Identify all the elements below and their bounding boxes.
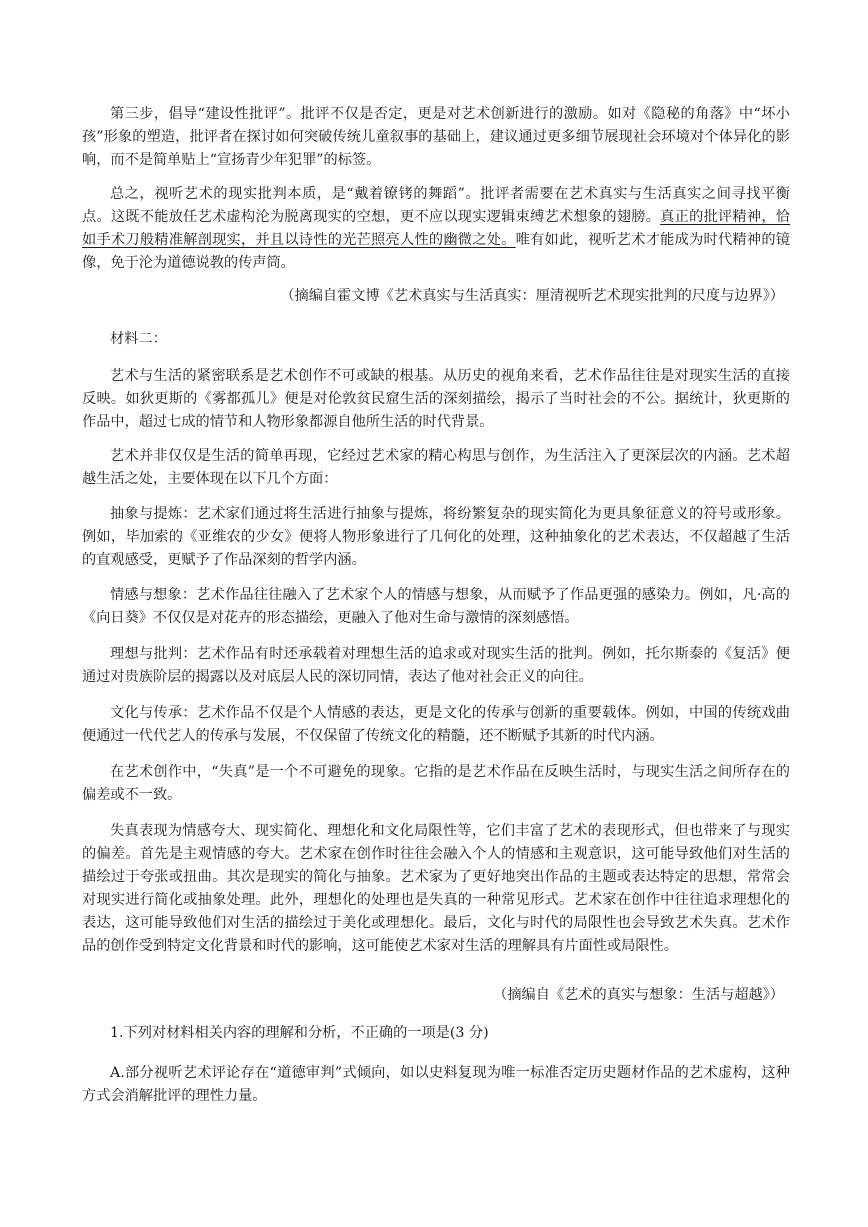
paragraph-m2-1: 艺术与生活的紧密联系是艺术创作不可或缺的根基。从历史的视角来看，艺术作品往往是对现实生活的直接反映。如狄更斯的《雾都孤儿》便是对伦敦贫民窟生活的深刻描绘，揭示了当时社会的不公。据统计，狄更斯的作品中，超过七成的情节和人物形象都源自他所生活的时代背景。: [82, 368, 790, 430]
underlined-sentence: 真正的批评精神，恰如手术刀般精准解剖现实，并且以诗性的光芒照亮人性的幽微之处。: [82, 209, 790, 248]
source-citation-2: （摘编自《艺术的真实与想象：生活与超越》）: [493, 987, 784, 1003]
summary-text-after: 唯有如此，视听艺术才能成为时代精神的镜像，免于沦为道德说教的传声筒。: [82, 232, 790, 271]
paragraph-m2-5: 理想与批判：艺术作品有时还承载着对理想生活的追求或对现实生活的批判。例如，托尔斯泰的《复活》便通过对贵族阶层的揭露以及对底层人民的深切同情，表达了他对社会正义的向往。: [82, 646, 790, 685]
source-citation-1: （摘编自霍文博《艺术真实与生活真实：厘清视听艺术现实批判的尺度与边界》）: [280, 288, 784, 304]
paragraph-summary: [82, 183, 790, 275]
material-two-heading: 材料二：: [110, 331, 167, 347]
paragraph-m2-7: 在艺术创作中，“失真”是一个不可避免的现象。它指的是艺术作品在反映生活时，与现实生活之间所存在的偏差或不一致。: [82, 764, 790, 803]
question-1: 1.下列对材料相关内容的理解和分析，不正确的一项是(3 分): [110, 1025, 489, 1041]
paragraph-m2-6: 文化与传承：艺术作品不仅是个人情感的表达，更是文化的传承与创新的重要载体。例如，中国的传统戏曲便通过一代代艺人的传承与发展，不仅保留了传统文化的精髓，还不断赋予其新的时代内涵。: [82, 705, 790, 744]
paragraph-m2-4: 情感与想象：艺术作品往往融入了艺术家个人的情感与想象，从而赋予了作品更强的感染力。例如，凡·高的《向日葵》不仅仅是对花卉的形态描绘，更融入了他对生命与激情的深刻感悟。: [82, 587, 790, 626]
summary-text-before: 总之，视听艺术的现实批判本质，是“戴着镣铐的舞蹈”。批评者需要在艺术真实与生活真实之间寻找平衡点。这既不能放任艺术虚构沦为脱离现实的空想，更不应以现实逻辑束缚艺术想象的翅膀。: [82, 186, 790, 225]
paragraph-step-three: 第三步，倡导“建设性批评”。批评不仅是否定，更是对艺术创新进行的激励。如对《隐秘的角落》中“坏小孩”形象的塑造，批评者在探讨如何突破传统儿童叙事的基础上，建议通过更多细节展现社会环境对个体异化的影响，而不是简单贴上“宣扬青少年犯罪”的标签。: [82, 106, 790, 168]
paragraph-m2-8: 失真表现为情感夸大、现实简化、理想化和文化局限性等，它们丰富了艺术的表现形式，但也带来了与现实的偏差。首先是主观情感的夸大。艺术家在创作时往往会融入个人的情感和主观意识，这可能导致他们对生活的描绘过于夸张或扭曲。其次是现实的简化与抽象。艺术家为了更好地突出作品的主题或表达特定的思想，常常会对现实进行简化或抽象处理。此外，理想化的处理也是失真的一种常见形式。艺术家在创作中往往追求理想化的表达，这可能导致他们对生活的描绘过于美化或理想化。最后，文化与时代的局限性也会导致艺术失真。艺术作品的创作受到特定文化背景和时代的影响，这可能使艺术家对生活的理解具有片面性或局限性。: [82, 823, 790, 954]
paragraph-m2-2: 艺术并非仅仅是生活的简单再现，它经过艺术家的精心构思与创作，为生活注入了更深层次的内涵。艺术超越生活之处，主要体现在以下几个方面：: [82, 448, 790, 487]
option-a: A.部分视听艺术评论存在“道德审判”式倾向，如以史料复现为唯一标准否定历史题材作品的艺术虚构，这种方式会消解批评的理性力量。: [82, 1065, 790, 1104]
paragraph-m2-3: 抽象与提炼：艺术家们通过将生活进行抽象与提炼，将纷繁复杂的现实简化为更具象征意义的符号或形象。例如，毕加索的《亚维农的少女》便将人物形象进行了几何化的处理，这种抽象化的艺术表达，不仅超越了生活的直观感受，更赋予了作品深刻的哲学内涵。: [82, 506, 790, 568]
